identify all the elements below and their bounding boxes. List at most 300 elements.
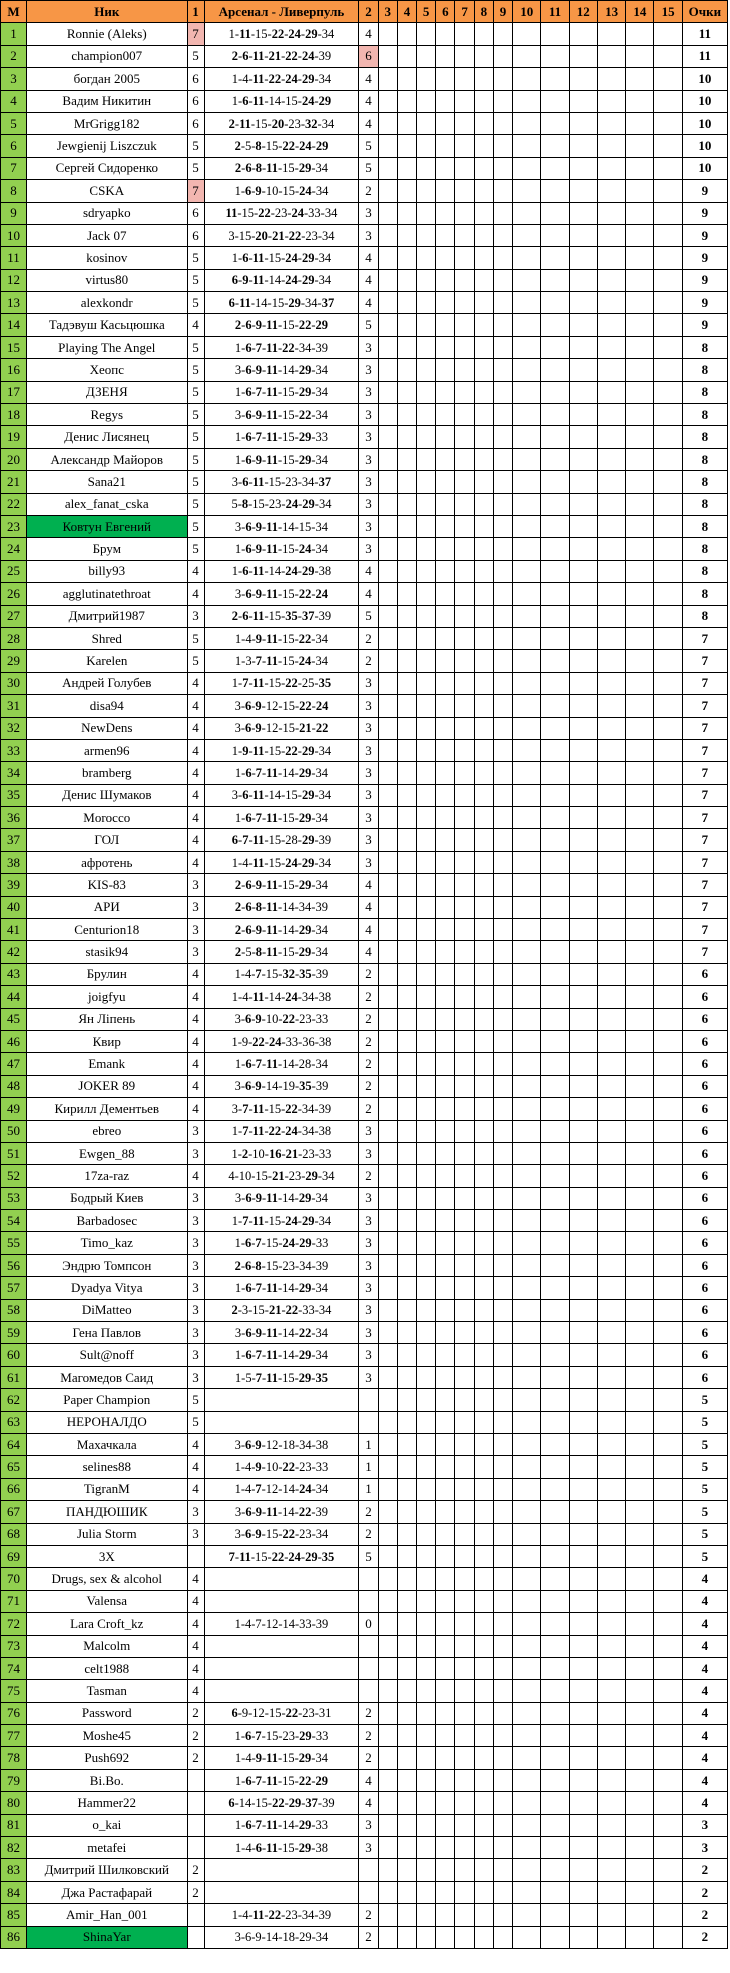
round-cell: [597, 1254, 625, 1276]
col2-cell: 3: [359, 1814, 378, 1836]
round-cell: [417, 359, 436, 381]
round-cell: [474, 1725, 493, 1747]
combination-cell: 3-6-9-11-14-29-34: [204, 1187, 359, 1209]
rank-cell: 61: [1, 1366, 27, 1388]
round-cell: [455, 1210, 474, 1232]
col2-cell: 4: [359, 247, 378, 269]
round-cell: [654, 1165, 682, 1187]
col1-cell: 5: [187, 1411, 204, 1433]
points-cell: 8: [682, 538, 727, 560]
round-cell: [397, 605, 416, 627]
round-cell: [597, 426, 625, 448]
round-cell: [569, 807, 597, 829]
points-cell: 9: [682, 180, 727, 202]
rank-cell: 81: [1, 1814, 27, 1836]
table-row: [1, 1344, 728, 1366]
col1-cell: 6: [187, 68, 204, 90]
points-cell: 6: [682, 963, 727, 985]
round-cell: [654, 515, 682, 537]
rank-cell: 36: [1, 807, 27, 829]
round-cell: [569, 538, 597, 560]
col2-cell: 3: [359, 336, 378, 358]
round-cell: [436, 784, 455, 806]
col1-cell: 4: [187, 963, 204, 985]
col1-cell: 4: [187, 986, 204, 1008]
round-cell: [397, 1030, 416, 1052]
round-cell: [436, 1814, 455, 1836]
round-cell: [513, 135, 541, 157]
col1-cell: 5: [187, 448, 204, 470]
round-cell: [597, 695, 625, 717]
round-cell: [378, 1859, 397, 1881]
nick-cell: Julia Storm: [27, 1523, 188, 1545]
rank-cell: 8: [1, 180, 27, 202]
round-cell: [513, 851, 541, 873]
table-row: [1, 1501, 728, 1523]
round-cell: [569, 112, 597, 134]
round-cell: [654, 784, 682, 806]
col2-cell: 4: [359, 292, 378, 314]
round-cell: [493, 426, 512, 448]
col1-cell: 3: [187, 1344, 204, 1366]
round-cell: [569, 493, 597, 515]
round-cell: [397, 941, 416, 963]
round-cell: [541, 784, 569, 806]
round-cell: [654, 1232, 682, 1254]
rank-cell: 83: [1, 1859, 27, 1881]
col1-cell: 5: [187, 45, 204, 67]
round-cell: [513, 1187, 541, 1209]
combination-cell: 1-4-6-11-15-29-38: [204, 1837, 359, 1859]
round-cell: [436, 1053, 455, 1075]
table-row: [1, 1322, 728, 1344]
points-cell: 4: [682, 1613, 727, 1635]
points-cell: 6: [682, 1075, 727, 1097]
round-cell: [455, 269, 474, 291]
round-cell: [654, 762, 682, 784]
round-cell: [493, 1165, 512, 1187]
nick-cell: virtus80: [27, 269, 188, 291]
round-cell: [474, 1590, 493, 1612]
points-cell: 3: [682, 1814, 727, 1836]
rank-cell: 25: [1, 560, 27, 582]
round-cell: [541, 180, 569, 202]
round-cell: [626, 1904, 654, 1926]
round-cell: [436, 963, 455, 985]
round-cell: [455, 1590, 474, 1612]
combination-cell: 1-4-9-11-15-22-34: [204, 627, 359, 649]
round-cell: [513, 426, 541, 448]
round-cell: [569, 1590, 597, 1612]
col2-cell: 2: [359, 1075, 378, 1097]
table-row: [1, 359, 728, 381]
col1-cell: 3: [187, 1210, 204, 1232]
col2-cell: 5: [359, 157, 378, 179]
round-cell: [493, 874, 512, 896]
round-cell: [597, 896, 625, 918]
col1-cell: 4: [187, 560, 204, 582]
combination-cell: 1-6-7-11-14-29-34: [204, 1344, 359, 1366]
combination-cell: 2-6-9-11-14-29-34: [204, 919, 359, 941]
round-cell: [654, 336, 682, 358]
round-cell: [493, 1769, 512, 1791]
round-cell: [397, 1725, 416, 1747]
round-cell: [654, 1837, 682, 1859]
round-cell: [378, 1478, 397, 1500]
table-row: [1, 941, 728, 963]
col2-cell: 4: [359, 896, 378, 918]
nick-cell: champion007: [27, 45, 188, 67]
round-cell: [493, 1613, 512, 1635]
round-cell: [626, 807, 654, 829]
round-cell: [474, 605, 493, 627]
combination-cell: [204, 1657, 359, 1679]
round-cell: [436, 90, 455, 112]
col1-cell: 4: [187, 807, 204, 829]
round-cell: [541, 493, 569, 515]
table-row: [1, 1881, 728, 1903]
round-cell: [493, 180, 512, 202]
round-cell: [436, 1926, 455, 1948]
round-cell: [513, 1590, 541, 1612]
round-cell: [436, 1299, 455, 1321]
table-row: [1, 269, 728, 291]
round-cell: [569, 919, 597, 941]
col2-cell: 3: [359, 672, 378, 694]
round-cell: [513, 874, 541, 896]
round-cell: [654, 1210, 682, 1232]
round-cell: [597, 1120, 625, 1142]
table-row: [1, 180, 728, 202]
round-cell: [397, 515, 416, 537]
round-cell: [513, 1210, 541, 1232]
round-cell: [474, 1120, 493, 1142]
col2-cell: 3: [359, 695, 378, 717]
col1-cell: 3: [187, 605, 204, 627]
table-row: [1, 493, 728, 515]
round-cell: [513, 1769, 541, 1791]
round-cell: [569, 1725, 597, 1747]
round-cell: [417, 112, 436, 134]
round-cell: [541, 896, 569, 918]
round-cell: [654, 135, 682, 157]
round-cell: [513, 538, 541, 560]
round-cell: [455, 1725, 474, 1747]
round-cell: [541, 1053, 569, 1075]
round-cell: [474, 1501, 493, 1523]
table-row: [1, 583, 728, 605]
round-cell: [397, 874, 416, 896]
round-cell: [436, 1142, 455, 1164]
round-cell: [541, 314, 569, 336]
round-cell: [513, 695, 541, 717]
round-cell: [436, 695, 455, 717]
round-cell: [455, 1075, 474, 1097]
round-cell: [654, 1881, 682, 1903]
col1-cell: 5: [187, 269, 204, 291]
round-cell: [541, 986, 569, 1008]
nick-cell: Ковтун Евгений: [27, 515, 188, 537]
round-cell: [513, 1254, 541, 1276]
round-cell: [436, 23, 455, 45]
round-cell: [397, 627, 416, 649]
round-cell: [541, 538, 569, 560]
col2-cell: 3: [359, 1299, 378, 1321]
round-cell: [455, 1523, 474, 1545]
round-cell: [436, 1657, 455, 1679]
round-cell: [626, 1366, 654, 1388]
round-cell: [626, 1635, 654, 1657]
round-cell: [397, 1389, 416, 1411]
col1-cell: 4: [187, 1478, 204, 1500]
round-cell: [513, 180, 541, 202]
rank-cell: 1: [1, 23, 27, 45]
round-cell: [493, 1098, 512, 1120]
points-cell: 5: [682, 1501, 727, 1523]
combination-cell: 6-14-15-22-29-37-39: [204, 1792, 359, 1814]
nick-cell: Paper Champion: [27, 1389, 188, 1411]
round-cell: [474, 1008, 493, 1030]
round-cell: [417, 1299, 436, 1321]
rank-cell: 73: [1, 1635, 27, 1657]
round-cell: [626, 717, 654, 739]
round-cell: [654, 1702, 682, 1724]
round-cell: [474, 471, 493, 493]
round-cell: [513, 739, 541, 761]
col1-cell: 6: [187, 112, 204, 134]
nick-cell: selines88: [27, 1456, 188, 1478]
round-cell: [569, 1814, 597, 1836]
header-col2: 2: [359, 1, 378, 23]
round-cell: [436, 336, 455, 358]
round-cell: [541, 1769, 569, 1791]
round-cell: [417, 829, 436, 851]
round-cell: [417, 1837, 436, 1859]
col1-cell: [187, 1837, 204, 1859]
nick-cell: armen96: [27, 739, 188, 761]
table-row: [1, 1702, 728, 1724]
rank-cell: 46: [1, 1030, 27, 1052]
round-cell: [597, 784, 625, 806]
round-cell: [654, 1187, 682, 1209]
col2-cell: [359, 1859, 378, 1881]
round-cell: [597, 919, 625, 941]
round-cell: [569, 1926, 597, 1948]
round-cell: [626, 1792, 654, 1814]
round-cell: [436, 1411, 455, 1433]
table-row: [1, 515, 728, 537]
round-cell: [597, 963, 625, 985]
table-row: [1, 202, 728, 224]
round-cell: [513, 1120, 541, 1142]
leaderboard-body: [1, 23, 728, 1949]
points-cell: 6: [682, 1210, 727, 1232]
round-cell: [417, 650, 436, 672]
round-cell: [541, 1456, 569, 1478]
round-cell: [654, 1075, 682, 1097]
round-cell: [417, 1456, 436, 1478]
round-cell: [474, 112, 493, 134]
col2-cell: 4: [359, 90, 378, 112]
round-cell: [597, 717, 625, 739]
points-cell: 4: [682, 1792, 727, 1814]
round-cell: [397, 1366, 416, 1388]
round-cell: [417, 135, 436, 157]
round-cell: [597, 1545, 625, 1567]
round-cell: [455, 1680, 474, 1702]
table-row: [1, 650, 728, 672]
round-cell: [474, 247, 493, 269]
combination-cell: 2-6-11-15-35-37-39: [204, 605, 359, 627]
rank-cell: 40: [1, 896, 27, 918]
round-cell: [397, 1098, 416, 1120]
header-round-14: 14: [626, 1, 654, 23]
rank-cell: 49: [1, 1098, 27, 1120]
header-round-13: 13: [597, 1, 625, 23]
round-cell: [455, 695, 474, 717]
points-cell: 7: [682, 784, 727, 806]
round-cell: [597, 1389, 625, 1411]
round-cell: [436, 1434, 455, 1456]
round-cell: [397, 1657, 416, 1679]
round-cell: [436, 538, 455, 560]
points-cell: 6: [682, 1053, 727, 1075]
round-cell: [654, 919, 682, 941]
round-cell: [597, 1299, 625, 1321]
round-cell: [378, 1837, 397, 1859]
round-cell: [436, 1344, 455, 1366]
combination-cell: 1-11-15-22-24-29-34: [204, 23, 359, 45]
round-cell: [493, 807, 512, 829]
round-cell: [541, 404, 569, 426]
round-cell: [569, 1792, 597, 1814]
round-cell: [654, 1389, 682, 1411]
round-cell: [541, 672, 569, 694]
round-cell: [397, 1837, 416, 1859]
round-cell: [493, 157, 512, 179]
round-cell: [654, 1456, 682, 1478]
round-cell: [569, 1322, 597, 1344]
round-cell: [397, 1501, 416, 1523]
round-cell: [436, 1030, 455, 1052]
rank-cell: 57: [1, 1277, 27, 1299]
points-cell: 8: [682, 336, 727, 358]
points-cell: 10: [682, 112, 727, 134]
points-cell: 6: [682, 1165, 727, 1187]
round-cell: [541, 1254, 569, 1276]
round-cell: [569, 583, 597, 605]
round-cell: [569, 605, 597, 627]
combination-cell: 7-11-15-22-24-29-35: [204, 1545, 359, 1567]
round-cell: [569, 1210, 597, 1232]
combination-cell: 6-9-11-14-24-29-34: [204, 269, 359, 291]
rank-cell: 7: [1, 157, 27, 179]
round-cell: [455, 1747, 474, 1769]
round-cell: [474, 1702, 493, 1724]
round-cell: [541, 359, 569, 381]
round-cell: [417, 381, 436, 403]
round-cell: [513, 1881, 541, 1903]
round-cell: [474, 1366, 493, 1388]
table-row: [1, 1299, 728, 1321]
round-cell: [541, 717, 569, 739]
rank-cell: 24: [1, 538, 27, 560]
points-cell: 6: [682, 1322, 727, 1344]
col1-cell: 4: [187, 1075, 204, 1097]
combination-cell: 1-6-9-10-15-24-34: [204, 180, 359, 202]
round-cell: [397, 135, 416, 157]
round-cell: [436, 941, 455, 963]
round-cell: [597, 1053, 625, 1075]
round-cell: [436, 45, 455, 67]
round-cell: [493, 829, 512, 851]
round-cell: [417, 538, 436, 560]
round-cell: [541, 448, 569, 470]
round-cell: [417, 1075, 436, 1097]
round-cell: [455, 1702, 474, 1724]
col2-cell: 3: [359, 224, 378, 246]
round-cell: [436, 1837, 455, 1859]
round-cell: [541, 963, 569, 985]
round-cell: [493, 1210, 512, 1232]
round-cell: [513, 1299, 541, 1321]
round-cell: [654, 1277, 682, 1299]
round-cell: [626, 23, 654, 45]
points-cell: 4: [682, 1568, 727, 1590]
nick-cell: alex_fanat_cska: [27, 493, 188, 515]
rank-cell: 82: [1, 1837, 27, 1859]
round-cell: [455, 135, 474, 157]
round-cell: [378, 1075, 397, 1097]
round-cell: [513, 1389, 541, 1411]
col1-cell: 4: [187, 784, 204, 806]
round-cell: [569, 1075, 597, 1097]
round-cell: [474, 1299, 493, 1321]
round-cell: [626, 1456, 654, 1478]
nick-cell: Centurion18: [27, 919, 188, 941]
table-row: [1, 1142, 728, 1164]
points-cell: 5: [682, 1456, 727, 1478]
round-cell: [626, 1075, 654, 1097]
points-cell: 9: [682, 202, 727, 224]
combination-cell: 1-4-9-10-22-23-33: [204, 1456, 359, 1478]
round-cell: [513, 1030, 541, 1052]
rank-cell: 59: [1, 1322, 27, 1344]
table-row: [1, 426, 728, 448]
round-cell: [455, 627, 474, 649]
round-cell: [417, 1434, 436, 1456]
table-row: [1, 404, 728, 426]
round-cell: [597, 157, 625, 179]
nick-cell: Jack 07: [27, 224, 188, 246]
nick-cell: Hammer22: [27, 1792, 188, 1814]
round-cell: [654, 672, 682, 694]
points-cell: 4: [682, 1725, 727, 1747]
round-cell: [654, 739, 682, 761]
round-cell: [597, 1747, 625, 1769]
round-cell: [597, 1523, 625, 1545]
points-cell: 7: [682, 762, 727, 784]
col1-cell: 3: [187, 1277, 204, 1299]
round-cell: [436, 1098, 455, 1120]
nick-cell: Махачкала: [27, 1434, 188, 1456]
combination-cell: 2-6-11-21-22-24-39: [204, 45, 359, 67]
round-cell: [417, 515, 436, 537]
round-cell: [569, 1456, 597, 1478]
table-row: [1, 896, 728, 918]
round-cell: [513, 1277, 541, 1299]
round-cell: [513, 896, 541, 918]
